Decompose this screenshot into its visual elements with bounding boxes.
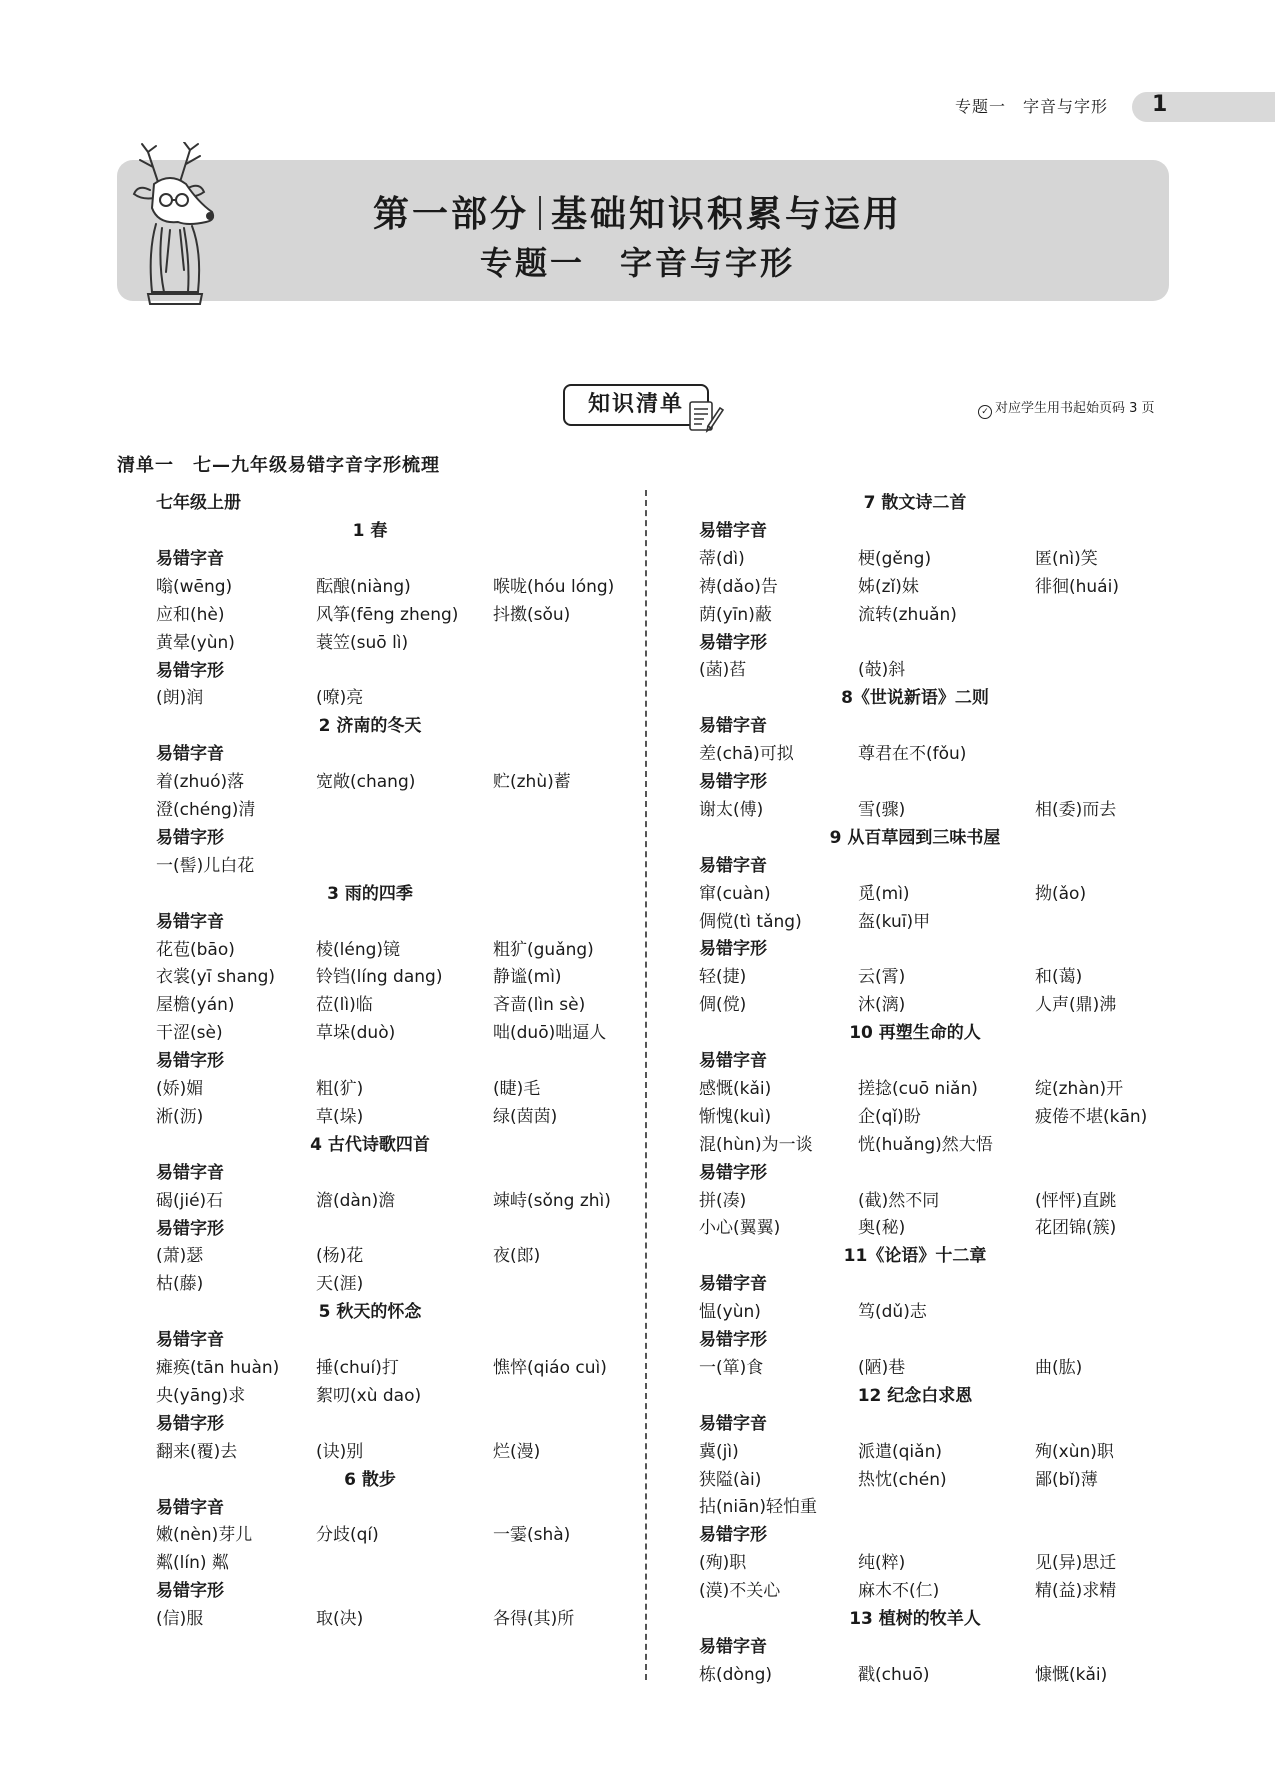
part-title <box>0 186 1275 237</box>
category-label: 易错字音 <box>699 1051 767 1071</box>
category-label: 易错字音 <box>156 548 224 569</box>
vocab-item: 沐(漓) <box>858 995 906 1016</box>
vocab-item: 见(异)思迁 <box>1035 1553 1117 1574</box>
notebook-pen-icon <box>686 396 726 436</box>
vocab-item: 花苞(bāo) <box>156 939 235 960</box>
column-divider <box>645 490 647 1680</box>
part-label: 第一部分 <box>372 194 529 235</box>
category-label: 易错字音 <box>699 855 767 876</box>
vocab-item: (朗)润 <box>156 688 204 709</box>
vocab-item: 流转(zhuǎn) <box>858 604 957 625</box>
vocab-item: 匿(nì)笑 <box>1035 548 1098 569</box>
category-label: 易错字形 <box>156 1218 224 1239</box>
vocab-item: 天(涯) <box>316 1274 364 1295</box>
vocab-item: 憔悴(qiáo cuì) <box>493 1358 607 1378</box>
vocab-item: 应和(hè) <box>156 604 225 625</box>
vocab-item: 戳(chuō) <box>858 1664 930 1685</box>
lesson-heading: 8《世说新语》二则 <box>841 688 989 709</box>
vocab-item: 倜(傥) <box>699 995 747 1016</box>
lesson-heading: 9 从百草园到三味书屋 <box>829 827 1001 848</box>
vocab-item: (截)然不同 <box>858 1190 940 1211</box>
section-badge: 知识清单 <box>563 384 709 426</box>
vocab-item: 贮(zhù)蓄 <box>493 772 571 793</box>
lesson-heading: 2 济南的冬天 <box>318 716 422 737</box>
vocab-item: (陋)巷 <box>858 1357 906 1378</box>
lesson-heading: 12 纪念白求恩 <box>857 1385 973 1406</box>
vocab-item: 姊(zǐ)妹 <box>858 576 919 597</box>
category-label: 易错字音 <box>156 1330 224 1351</box>
check-circle-icon: ✓ <box>978 405 992 419</box>
category-label: 易错字形 <box>699 632 767 653</box>
vocab-item: 静谧(mì) <box>493 967 562 988</box>
vocab-item: (怦怦)直跳 <box>1035 1190 1117 1211</box>
vocab-item: 取(决) <box>316 1609 364 1630</box>
vocab-item: (萧)瑟 <box>156 1246 204 1267</box>
lesson-heading: 1 春 <box>352 521 388 541</box>
lesson-heading: 5 秋天的怀念 <box>318 1302 422 1323</box>
vocab-item: 拼(凑) <box>699 1190 747 1211</box>
category-label: 易错字音 <box>156 744 224 765</box>
vocab-item: 嫩(nèn)芽儿 <box>156 1525 253 1546</box>
vocab-item: 蓑笠(suō lì) <box>316 632 409 653</box>
vocab-item: 殉(xùn)职 <box>1035 1441 1114 1462</box>
vocab-item: 喉咙(hóu lóng) <box>493 576 615 597</box>
vocab-item: 奥(秘) <box>858 1218 906 1239</box>
vocab-item: 企(qǐ)盼 <box>858 1106 921 1127</box>
vocab-item: 粗犷(guǎng) <box>493 939 594 960</box>
category-label: 易错字音 <box>699 1274 767 1295</box>
vocab-item: 人声(鼎)沸 <box>1035 995 1117 1016</box>
vocab-item: 徘徊(huái) <box>1035 576 1119 597</box>
vocab-item: 梗(gěng) <box>858 548 932 569</box>
vocab-item: (嘹)亮 <box>316 688 364 709</box>
vocab-item: 荫(yīn)蔽 <box>699 604 772 625</box>
title-separator <box>539 196 541 230</box>
reference-note-text: 对应学生用书起始页码 3 页 <box>995 401 1155 416</box>
vocab-item: 冀(jì) <box>699 1441 739 1462</box>
lesson-heading: 7 散文诗二首 <box>863 493 967 513</box>
vocab-item: 澄(chéng)清 <box>156 800 256 820</box>
vocab-item: 黄晕(yùn) <box>156 632 235 653</box>
vocab-item: 派遣(qiǎn) <box>858 1441 942 1462</box>
category-label: 易错字形 <box>699 772 767 792</box>
vocab-item: 搓捻(cuō niǎn) <box>858 1078 978 1099</box>
vocab-item: 一霎(shà) <box>493 1525 571 1546</box>
vocab-item: 花团锦(簇) <box>1035 1218 1117 1239</box>
part-subtitle: 基础知识积累与运用 <box>551 194 903 235</box>
vocab-item: 感慨(kǎi) <box>699 1078 772 1099</box>
vocab-item: 云(霄) <box>858 967 906 988</box>
vocab-item: 差(chā)可拟 <box>699 744 794 765</box>
category-label: 易错字形 <box>699 939 767 960</box>
vocab-item: (诀)别 <box>316 1441 364 1462</box>
vocab-item: (攲)斜 <box>858 660 906 681</box>
vocab-item: 竦峙(sǒng zhì) <box>493 1190 611 1211</box>
vocab-item: 精(益)求精 <box>1035 1581 1117 1602</box>
vocab-item: 央(yāng)求 <box>156 1385 246 1406</box>
vocab-item: 吝啬(lìn sè) <box>493 995 586 1016</box>
vocab-item: 澹(dàn)澹 <box>316 1190 396 1211</box>
vocab-item: 窜(cuàn) <box>699 883 771 904</box>
vocab-item: 夜(郎) <box>493 1246 541 1267</box>
vocab-item: 屋檐(yán) <box>156 995 235 1016</box>
vocab-item: 祷(dǎo)告 <box>699 576 778 597</box>
vocab-item: 捶(chuí)打 <box>316 1358 399 1378</box>
topic-title: 专题一 字音与字形 <box>479 244 795 282</box>
vocab-item: 愠(yùn) <box>699 1302 761 1323</box>
vocab-item: 莅(lì)临 <box>316 995 373 1016</box>
vocab-item: 拗(ǎo) <box>1035 883 1087 904</box>
vocab-item: 狭隘(ài) <box>699 1469 762 1490</box>
vocab-item: 淅(沥) <box>156 1106 204 1127</box>
lesson-heading: 10 再塑生命的人 <box>849 1023 981 1044</box>
category-label: 易错字音 <box>156 1497 224 1518</box>
vocab-item: (杨)花 <box>316 1246 364 1267</box>
category-label: 易错字音 <box>699 1413 767 1434</box>
lesson-heading: 4 古代诗歌四首 <box>310 1134 430 1155</box>
vocab-item: 觅(mì) <box>858 883 910 904</box>
vocab-item: 栋(dòng) <box>699 1664 773 1685</box>
vocab-item: 绿(茵茵) <box>493 1106 558 1127</box>
category-label: 易错字形 <box>699 1162 767 1183</box>
vocab-item: 恍(huǎng)然大悟 <box>858 1134 993 1155</box>
vocab-item: 盔(kuī)甲 <box>858 911 931 932</box>
vocab-item: 鄙(bǐ)薄 <box>1035 1469 1098 1490</box>
category-label: 易错字音 <box>699 1636 767 1657</box>
category-label: 易错字音 <box>699 716 767 737</box>
vocab-item: 相(委)而去 <box>1035 799 1117 820</box>
category-label: 易错字音 <box>699 520 767 541</box>
category-label: 易错字形 <box>156 1413 224 1434</box>
vocab-item: (漠)不关心 <box>699 1581 781 1602</box>
vocab-item: 惭愧(kuì) <box>699 1106 772 1127</box>
vocab-item: (殉)职 <box>699 1553 747 1574</box>
vocab-item: 碣(jié)石 <box>156 1190 224 1211</box>
lesson-heading: 13 植树的牧羊人 <box>849 1609 981 1629</box>
vocab-item: 曲(肱) <box>1035 1357 1083 1378</box>
vocab-item: 棱(léng)镜 <box>316 939 401 960</box>
vocab-item: 宽敞(chang) <box>316 772 416 793</box>
page-number: 1 <box>1152 92 1168 117</box>
vocab-item: 雪(骤) <box>858 799 906 820</box>
vocab-item: 抖擞(sǒu) <box>493 604 571 625</box>
category-label: 易错字形 <box>156 660 224 681</box>
running-header: 专题一 字音与字形 <box>955 97 1109 116</box>
vocab-item: 一(髻)儿白花 <box>156 855 255 876</box>
lesson-heading: 11《论语》十二章 <box>843 1246 987 1267</box>
list-title: 清单一 七—九年级易错字音字形梳理 <box>117 455 440 476</box>
grade-heading: 七年级上册 <box>156 493 241 513</box>
vocab-item: 和(蔼) <box>1035 967 1083 988</box>
vocab-item: 倜傥(tì tǎng) <box>699 911 802 932</box>
vocab-item: 麻木不(仁) <box>858 1581 940 1602</box>
vocab-item: 拈(niān)轻怕重 <box>699 1497 817 1518</box>
vocab-item: (信)服 <box>156 1609 204 1630</box>
vocab-item: 蒂(dì) <box>699 548 745 569</box>
vocab-item: 粼(lín) 粼 <box>156 1553 229 1574</box>
vocab-item: (睫)毛 <box>493 1079 541 1099</box>
vocab-item: 瘫痪(tān huàn) <box>156 1358 280 1378</box>
vocab-item: 小心(翼翼) <box>699 1218 781 1239</box>
category-label: 易错字形 <box>156 1051 224 1072</box>
vocab-item: 粗(犷) <box>316 1079 364 1099</box>
vocab-item: 咄(duō)咄逼人 <box>493 1023 607 1044</box>
vocab-item: (娇)媚 <box>156 1079 204 1099</box>
vocab-item: 一(箪)食 <box>699 1357 764 1378</box>
vocab-item: 翻来(覆)去 <box>156 1441 238 1462</box>
vocab-item: 烂(漫) <box>493 1441 541 1462</box>
vocab-item: 草(垛) <box>316 1106 364 1127</box>
category-label: 易错字形 <box>699 1330 767 1350</box>
vocab-item: 嗡(wēng) <box>156 576 233 597</box>
vocab-item: 衣裳(yī shang) <box>156 967 276 988</box>
vocab-item: 风筝(fēng zheng) <box>316 604 459 625</box>
vocab-item: 絮叨(xù dao) <box>316 1385 422 1406</box>
vocab-item: 枯(藤) <box>156 1274 204 1295</box>
category-label: 易错字音 <box>156 911 224 932</box>
reference-note <box>978 397 1155 419</box>
category-label: 易错字形 <box>156 827 224 848</box>
category-label: 易错字形 <box>699 1525 767 1546</box>
vocab-item: 草垛(duò) <box>316 1023 396 1044</box>
vocab-item: 干涩(sè) <box>156 1023 223 1044</box>
vocab-item: 酝酿(niàng) <box>316 576 411 597</box>
vocab-item: 各得(其)所 <box>493 1609 575 1630</box>
lesson-heading: 3 雨的四季 <box>327 883 413 904</box>
vocab-item: 着(zhuó)落 <box>156 772 245 793</box>
vocab-item: 铃铛(líng dang) <box>316 967 443 988</box>
vocab-item: 谢太(傅) <box>699 799 764 820</box>
vocab-item: 尊君在不(fǒu) <box>858 744 967 765</box>
vocab-item: 分歧(qí) <box>316 1525 379 1546</box>
vocab-item: 疲倦不堪(kān) <box>1035 1106 1148 1127</box>
vocab-item: 轻(捷) <box>699 967 747 988</box>
vocab-item: 混(hùn)为一谈 <box>699 1134 813 1155</box>
vocab-item: 热忱(chén) <box>858 1469 947 1490</box>
vocab-item: 绽(zhàn)开 <box>1035 1078 1124 1099</box>
lesson-heading: 6 散步 <box>344 1469 396 1490</box>
vocab-item: 纯(粹) <box>858 1553 906 1574</box>
category-label: 易错字形 <box>156 1581 224 1602</box>
vocab-item: 笃(dǔ)志 <box>858 1302 927 1323</box>
category-label: 易错字音 <box>156 1162 224 1183</box>
vocab-item: 慷慨(kǎi) <box>1035 1664 1108 1685</box>
vocab-item: (菡)萏 <box>699 660 747 681</box>
